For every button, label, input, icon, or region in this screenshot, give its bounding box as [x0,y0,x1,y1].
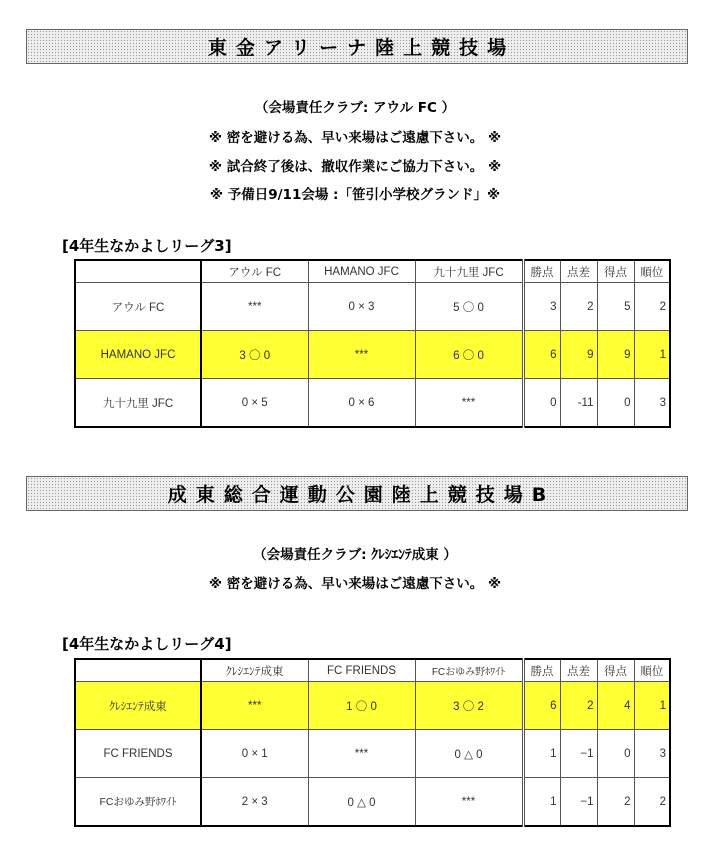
league-title: [4年生なかよしリーグ3] [62,237,232,255]
points-cell: 1 [523,730,560,778]
rank-cell: 1 [634,682,670,730]
venue-banner [26,29,688,64]
points-cell: 6 [523,331,560,379]
column-header: 点差 [560,260,597,283]
league-standings-table [74,658,671,827]
goals-cell: 4 [597,682,634,730]
result-cell: *** [415,379,523,428]
goal-diff-cell: 2 [560,682,597,730]
notice-line: ※ 試合終了後は、撤収作業にご協力下さい。 ※ [208,159,502,175]
notice-line: ※ 密を避ける為、早い来場はご遠慮下さい。 ※ [208,130,502,146]
result-cell: 2 × 3 [201,778,308,827]
column-header: 得点 [597,260,634,283]
team-name-cell: ｸﾚｼｴﾝﾃ成東 [75,682,201,730]
result-cell: 6 〇 0 [415,331,523,379]
points-cell: 0 [523,379,560,428]
goals-cell: 9 [597,331,634,379]
goals-cell: 0 [597,730,634,778]
column-header: 勝点 [523,260,560,283]
table-header-row [75,260,670,283]
goals-cell: 5 [597,283,634,331]
column-header: 得点 [597,659,634,682]
rank-cell: 1 [634,331,670,379]
result-cell: 5 〇 0 [415,283,523,331]
team-name-cell: 九十九里 JFC [75,379,201,428]
column-header: 点差 [560,659,597,682]
league-standings-table [74,259,671,428]
goal-diff-cell: 2 [560,283,597,331]
notice-line: ※ 予備日9/11会場 :「笹引小学校グランド」※ [209,187,501,203]
rank-cell: 2 [634,778,670,827]
goals-cell: 0 [597,379,634,428]
points-cell: 6 [523,682,560,730]
venue-title: 東金アリーナ陸上競技場 [207,37,516,59]
column-header: HAMANO JFC [308,260,415,283]
goal-diff-cell: 9 [560,331,597,379]
goal-diff-cell: −1 [560,730,597,778]
points-cell: 1 [523,778,560,827]
result-cell: 0 △ 0 [415,730,523,778]
result-cell: *** [415,778,523,827]
league-title: [4年生なかよしリーグ4] [62,635,232,653]
team-name-cell: FC FRIENDS [75,730,201,778]
column-header: FC FRIENDS [308,659,415,682]
venue-banner [26,476,688,511]
result-cell: *** [201,283,308,331]
team-name-cell: FCおゆみ野ﾎﾜｲﾄ [75,778,201,827]
rank-cell: 2 [634,283,670,331]
team-name-cell: アウル FC [75,283,201,331]
result-cell: 0 × 6 [308,379,415,428]
column-header: 順位 [634,260,670,283]
result-cell: 3 〇 2 [415,682,523,730]
points-cell: 3 [523,283,560,331]
team-name-cell: HAMANO JFC [75,331,201,379]
rank-cell: 3 [634,730,670,778]
table-row [75,778,670,827]
result-cell: 0 × 3 [308,283,415,331]
table-row [75,730,670,778]
column-header: 順位 [634,659,670,682]
column-header: 勝点 [523,659,560,682]
column-header: 九十九里 JFC [415,260,523,283]
goals-cell: 2 [597,778,634,827]
result-cell: 0 × 5 [201,379,308,428]
venue-manager-line: （会場責任クラブ: ｸﾚｼｴﾝﾃ成東 ） [253,547,457,563]
goal-diff-cell: -11 [560,379,597,428]
result-cell: 3 〇 0 [201,331,308,379]
corner-cell [75,260,201,283]
venue-title: 成東総合運動公園陸上競技場B [167,484,556,506]
column-header: FCおゆみ野ﾎﾜｲﾄ [415,659,523,682]
result-cell: 0 × 1 [201,730,308,778]
goal-diff-cell: −1 [560,778,597,827]
table-row [75,682,670,730]
result-cell: 0 △ 0 [308,778,415,827]
rank-cell: 3 [634,379,670,428]
table-header-row [75,659,670,682]
result-cell: *** [308,730,415,778]
notice-line: ※ 密を避ける為、早い来場はご遠慮下さい。 ※ [208,576,502,592]
table-row [75,283,670,331]
venue-manager-line: （会場責任クラブ: アウル FC ） [254,100,456,116]
table-row [75,379,670,428]
corner-cell [75,659,201,682]
column-header: アウル FC [201,260,308,283]
result-cell: *** [308,331,415,379]
result-cell: *** [201,682,308,730]
result-cell: 1 〇 0 [308,682,415,730]
column-header: ｸﾚｼｴﾝﾃ成東 [201,659,308,682]
table-row [75,331,670,379]
